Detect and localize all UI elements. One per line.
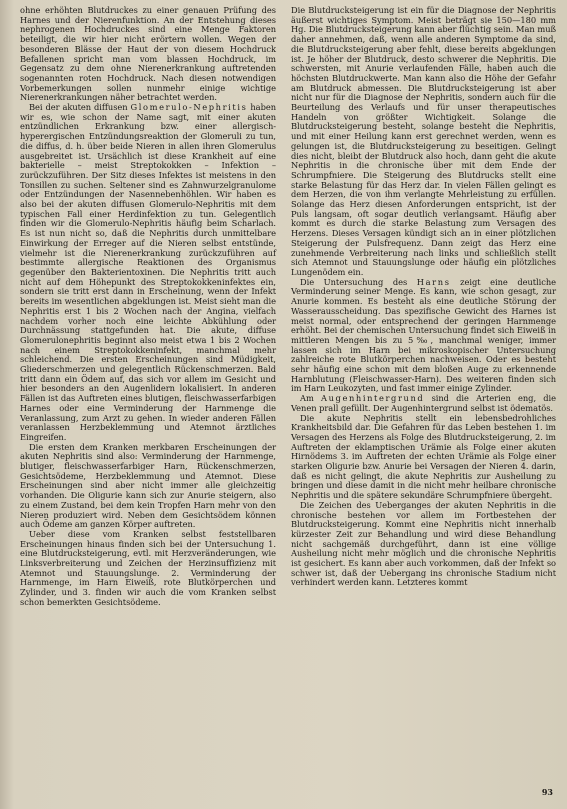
emphasized-term: Augenhintergrund bbox=[321, 393, 425, 404]
emphasized-term: Harns bbox=[416, 276, 451, 287]
paragraph-lead: Bei der akuten diffusen bbox=[29, 102, 128, 113]
paragraph bbox=[291, 278, 556, 394]
emphasized-term: Glomerulo-Nephritis bbox=[130, 102, 248, 113]
paragraph: Ueber diese vom Kranken selbst feststellbaren Erscheinungen hinaus finden sich bei der Untersuchung 1. eine Blutdrucksteigerung, evtl. mit Herzveränderungen, wie Linksverbreiterung und Zeichen der Herzinsuffizienz mit Atemnot und Stauungslunge. 2. Verminderung der Harnmenge, im Harn Eiweiß, rote Blutkörperchen und Zylinder, und 3. finden wir auch die vom Kranken selbst schon bemerkten Gesichtsödeme. bbox=[20, 528, 276, 607]
left-column bbox=[20, 6, 276, 608]
paragraph: Die Blutdrucksteigerung ist ein für die Diagnose der Nephritis äußerst wichtiges Symptom. Meist beträgt sie 150—180 mm Hg. Die Blutdrucksteigerung kann aber flüchtig sein. Man muß daher annehmen, daß, wenn alle anderen Symptome da sind, die Blutdrucksteigerung aber fehlt, diese bereits abgeklungen ist. Je höher der Blutdruck, desto schwerer die Nephritis. Die schwersten, mit Anurie verlaufenden Fälle, haben auch die höchsten Blutdruckwerte. Man kann also die Höhe der Gefahr am Blutdruck abmessen. Die Blutdrucksteigerung ist aber nicht nur für die Diagnose der Nephritis, sondern auch für die Beurteilung des Verlaufs und für unser therapeutisches Handeln von größter Wichtigkeit. Solange die Blutdrucksteigerung besteht, solange besteht die Nephritis, und mit einer Heilung kann erst gerechnet werden, wenn es gelungen ist, die Blutdrucksteigerung zu beseitigen. Gelingt dies nicht, bleibt der Blutdruck also hoch, dann geht die akute Nephritis in die chronische über mit dem Ende der Schrumpfniere. Die Steigerung des Blutdrucks stellt eine starke Belastung für das Herz dar. In vielen Fällen gelingt es dem Herzen, die von ihm verlangte Mehrleistung zu erfüllen. Solange das Herz diesen Anforderungen entspricht, ist der Puls langsam, oft sogar deutlich verlangsamt. Häufig aber kommt es durch die starke Belastung zum Versagen des Herzens. Dieses Versagen kündigt sich an in einer plötzlichen Steigerung der Pulsfrequenz. Dann zeigt das Herz eine zunehmende Verbreiterung nach links und schließlich stellt sich Atemnot und Stauungslunge oder häufig ein plötzliches Lungenödem ein. bbox=[291, 5, 556, 277]
paragraph bbox=[291, 394, 556, 413]
paragraph-lead: Am bbox=[300, 393, 314, 404]
paragraph-text: haben wir es, wie schon der Name sagt, mit einer akuten entzündlichen Erkrankung bzw. einer allergisch-hyperergischen Entzündungsreaktion der Glomeruli zu tun, die diffus, d. h. über beide Nieren in allen ihren Glomerulus ausgebreitet ist. Ursächlich ist diese Krankheit auf eine bakterielle – meist Streptokokken – Infektion – zurückzuführen. Der Sitz dieses Infektes ist meistens in den Tonsillen zu suchen. Seltener sind es Zahnwurzelgranulome oder Entzündungen der Nasennebenhöhlen. Wir haben es also bei der akuten diffusen Glomerulo-Nephritis mit dem typischen Fall einer Herdinfektion zu tun. Gelegentlich finden wir die Glomerulo-Nephritis häufig beim Scharlach. Es ist nun nicht so, daß die Nephritis durch unmittelbare Einwirkung der Erreger auf die Nieren selbst entstünde, vielmehr ist die Nierenerkrankung zurückzuführen auf bestimmte allergische Reaktionen des Organismus gegenüber den Bakterientoxinen. Die Nephritis tritt auch nicht auf dem Höhepunkt des Streptokokkeninfektes ein, sondern sie tritt erst dann in Erscheinung, wenn der Infekt bereits im wesentlichen abgeklungen ist. Meist sieht man die Nephritis erst 1 bis 2 Wochen nach der Angina, vielfach nachdem vorher noch eine leichte Abkühlung oder Durchnässung stattgefunden hat. Die akute, diffuse Glomerulonephritis beginnt also meist etwa 1 bis 2 Wochen nach einem Streptokokkeninfekt, manchmal mehr schleichend. Die ersten Erscheinungen sind Müdigkeit, Gliederschmerzen und gelegentlich Rückenschmerzen. Bald tritt dann ein Ödem auf, das sich vor allem im Gesicht und hier besonders an den Augenlidern lokalisiert. In anderen Fällen ist das Auftreten eines blutigen, fleischwasserfarbigen Harnes oder eine Verminderung der Harnmenge die Veranlassung, zum Arzt zu gehen. In wieder anderen Fällen veranlassen Herzbeklemmung und Atemnot ärztliches Eingreifen. bbox=[20, 102, 276, 442]
page-number: 93 bbox=[541, 787, 553, 797]
paragraph-text: zeigt eine deutliche Verminderung seiner Menge. Es kann, wie schon gesagt, zur Anurie kommen. Es besteht als eine deutliche Störung der Wasserausscheidung. Das spezifische Gewicht des Harnes ist meist normal, oder entsprechend der geringen Harnmenge erhöht. Bei der chemischen Untersuchung findet sich Eiweiß in mittleren Mengen bis zu 5‰, manchmal weniger, immer lassen sich im Harn bei mikroskopischer Untersuchung zahlreiche rote Blutkörperchen nachweisen. Oder es besteht sehr häufig eine schon mit dem bloßen Auge zu erkennende Harnblutung (Fleischwasser-Harn). Des weiteren finden sich im Harn Leukozyten, und fast immer einige Zylinder. bbox=[291, 276, 557, 394]
paragraph: Die ersten dem Kranken merkbaren Erscheinungen der akuten Nephritis sind also: Verminderung der Harnmenge, blutiger, fleischwasserfarbiger Harn, Rückenschmerzen, Gesichtsödeme, Herzbeklemmung und Atemnot. Diese Erscheinungen sind aber nicht immer alle gleichzeitig vorhanden. Die Oligurie kann sich zur Anurie steigern, also zu einem Zustand, bei dem kein Tropfen Harn mehr von den Nieren produziert wird. Neben dem Gesichtsödem können auch Ödeme am ganzen Körper auftreten. bbox=[20, 441, 276, 530]
paragraph-text: sind die Arterien eng, die Venen prall gefüllt. Der Augenhintergrund selbst ist ödematös. bbox=[291, 393, 556, 413]
paragraph: ohne erhöhten Blutdruckes zu einer genauen Prüfung des Harnes und der Nierenfunktion. An der Entstehung dieses nephrogenen Hochdruckes sind eine Menge Faktoren beteiligt, die wir hier nicht erörtern wollen. Wegen der besonderen Blässe der Haut der von diesem Hochdruck Befallenen spricht man vom blassen Hochdruck, im Gegensatz zu dem ohne Nierenerkrankung auftretenden sogenannten roten Hochdruck. Nach diesen notwendigen Vorbemerkungen sollen nunmehr einige wichtige Nierenerkrankungen näher betrachtet werden. bbox=[20, 5, 276, 103]
paragraph: Die akute Nephritis stellt ein lebensbedrohliches Krankheitsbild dar. Die Gefahren für das Leben bestehen 1. im Versagen des Herzens als Folge des Blutdrucksteigerung, 2. im Auftreten der eklamptischen Urämie als Folge einer akuten Hirnödems 3. im Auftreten der echten Urämie als Folge einer starken Oligurie bzw. Anurie bei Versagen der Nieren 4. darin, daß es nicht gelingt, die akute Nephritis zur Ausheilung zu bringen und diese damit in die nicht mehr heilbare chronische Nephritis und die spätere sekundäre Schrumpfniere übergeht. bbox=[291, 412, 556, 501]
paragraph: Die Zeichen des Ueberganges der akuten Nephritis in die chronische bestehen vor allem im Fortbestehen der Blutdrucksteigerung. Kommt eine Nephritis nicht innerhalb kürzester Zeit zur Behandlung und wird diese Behandlung nicht sachgemäß durchgeführt, dann ist eine völlige Ausheilung nicht mehr möglich und die chronische Nephritis ist gesichert. Es kann aber auch vorkommen, daß der Infekt so schwer ist, daß der Uebergang ins chronische Stadium nicht verhindert werden kann. Letzteres kommt bbox=[291, 499, 556, 588]
right-column bbox=[291, 6, 556, 588]
paragraph bbox=[20, 103, 276, 443]
paragraph-lead: Die Untersuchung des bbox=[300, 276, 408, 287]
